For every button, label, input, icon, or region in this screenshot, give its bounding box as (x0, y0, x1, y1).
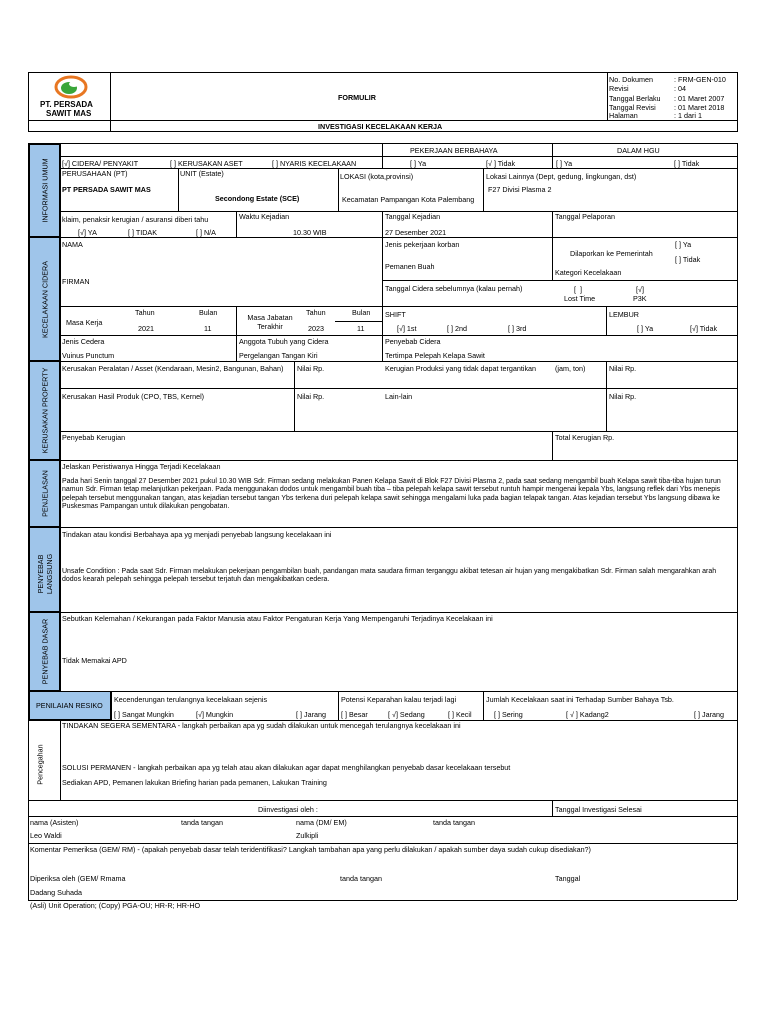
diperiksa-label: Diperiksa oleh (GEM/ Rmama (30, 874, 126, 883)
checkbox-sering[interactable]: [ ] Sering (494, 710, 523, 719)
kerusakan-hasil-label: Kerusakan Hasil Produk (CPO, TBS, Kernel) (62, 392, 205, 401)
kecenderungan-label: Kecenderungan terulangnya kecelakaan sejenis (114, 695, 268, 704)
nilai-rp-2: Nilai Rp. (609, 364, 637, 373)
penyebab-cidera-value: Tertimpa Pelepah Kelapa Sawit (385, 351, 485, 360)
checkbox-nyaris[interactable]: [ ] NYARIS KECELAKAAN (272, 159, 357, 168)
dm-value: Zulkipli (296, 831, 319, 840)
tgl-kejadian-value: 27 Desember 2021 (385, 228, 447, 237)
section-pencegahan-label: Pencegahan (35, 744, 45, 785)
penyebab-dasar-label: Sebutkan Kelemahan / Kekurangan pada Faktor Manusia atau Faktor Pengaturan Kerja Yang Mempengaruhi Terjadinya Kecelakaan ini (62, 614, 493, 623)
klaim-label: klaim, penaksir kerugian / asuransi diberi tahu (62, 215, 209, 224)
mj-tahun-header: Tahun (306, 308, 326, 317)
checkbox-pb-ya[interactable]: [ ] Ya (410, 159, 427, 168)
checkbox-shift-1[interactable]: [√] 1st (397, 324, 417, 333)
mj-bulan-header: Bulan (352, 308, 371, 317)
masa-jabatan-label: Masa Jabatan Terakhir (247, 313, 293, 331)
lembur-label: LEMBUR (609, 310, 639, 319)
company-logo (54, 75, 88, 99)
nama-value: FIRMAN (62, 277, 90, 286)
mk-tahun-header: Tahun (135, 308, 155, 317)
company-name-line2: SAWIT MAS (46, 109, 92, 118)
checkbox-shift-2[interactable]: [ ] 2nd (447, 324, 467, 333)
anggota-value: Pergelangan Tangan Kiri (239, 351, 318, 360)
section-penyebab-dasar-label: PENYEBAB DASAR (40, 618, 50, 685)
penjelasan-text: Pada hari Senin tanggal 27 Desember 2021 pukul 10.30 WIB Sdr. Firman sedang melakukan Panen Kelapa Sawit di Blok F27 Divisi Plasma 2, pada saat sedang mengambil buah Kelapa sawit tiba-tiba hujan turun namun Sdr. Firman tetap melanjutkan pekerjaan. Pada menggunakan dodos untuk mengambil buah tiba – tiba pelepah kelapa sawit tersebut runtuh hampir mengenai kepala Ybs, langsung reflek dari Ybs menepis pelepah tersebut menggunakan tangan, atas kejadian tersebut tangan Ybs terkena duri pelepah kelapa sawit sehingga mengalami luka pada bagian telapak tangan. Atas kejadian tersebut Ybs langsung dibawa ke Puskesmas Pampangan untuk dilakukan pengobatan. (62, 478, 721, 511)
checkbox-kadang[interactable]: [ √ ] Kadang2 (566, 710, 609, 719)
checkbox-mungkin[interactable]: [√] Mungkin (196, 710, 234, 719)
tanda-tangan-2: tanda tangan (433, 818, 475, 827)
mj-tahun-value: 2023 (308, 324, 324, 333)
checkbox-j-jarang[interactable]: [ ] Jarang (694, 710, 724, 719)
tgl-pelaporan-label: Tanggal Pelaporan (555, 212, 615, 221)
lokasi-value: Kecamatan Pampangan Kota Palembang (342, 195, 475, 204)
checkbox-hgu-tidak[interactable]: [ ] Tidak (674, 159, 700, 168)
checkbox-kerusakan-aset[interactable]: [ ] KERUSAKAN ASET (170, 159, 243, 168)
checkbox-besar[interactable]: [ ] Besar (341, 710, 368, 719)
lokasi-lain-value: F27 Divisi Plasma 2 (488, 185, 552, 194)
jumlah-label: Jumlah Kecelakaan saat ini Terhadap Sumber Bahaya Tsb. (486, 695, 674, 704)
checkbox-k-jarang[interactable]: [ ] Jarang (296, 710, 326, 719)
diperiksa-value: Dadang Suhada (30, 888, 82, 897)
checkbox-shift-3[interactable]: [ ] 3rd (508, 324, 527, 333)
checkbox-hgu-ya[interactable]: [ ] Ya (556, 159, 573, 168)
potensi-label: Potensi Keparahan kalau terjadi lagi (341, 695, 457, 704)
perusahaan-label: PERUSAHAAN (PT) (62, 169, 128, 178)
penyebab-kerugian-label: Penyebab Kerugian (62, 433, 126, 442)
section-penilaian-resiko-label: PENILAIAN RESIKO (36, 701, 103, 710)
form-title: INVESTIGASI KECELAKAAN KERJA (318, 122, 443, 131)
mj-bulan-value: 11 (357, 324, 365, 333)
section-kerusakan-property-label: KERUSAKAN PROPERTY (40, 367, 50, 454)
nama-dm-label: nama (DM/ EM) (296, 818, 347, 827)
lost-time-label: Lost Time (564, 294, 596, 303)
penjelasan-label: Jelaskan Peristiwanya Hingga Terjadi Kecelakaan (62, 462, 221, 471)
nama-label: NAMA (62, 240, 83, 249)
jam-ton-label: (jam, ton) (555, 364, 586, 373)
unit-value: Secondong Estate (SCE) (215, 194, 300, 203)
dalam-hgu-header: DALAM HGU (617, 146, 660, 155)
lokasi-lain-label: Lokasi Lainnya (Dept, gedung, lingkungan, dst) (486, 172, 637, 181)
checkbox-dil-ya[interactable]: [ ] Ya (675, 240, 692, 249)
checkbox-sedang[interactable]: [ √] Sedang (388, 710, 425, 719)
checkbox-cidera[interactable]: [√] CIDERA/ PENYAKIT (62, 159, 139, 168)
penyebab-langsung-label: Tindakan atau kondisi Berbahaya apa yg menjadi penyebab langsung kecelakaan ini (62, 530, 332, 539)
section-penjelasan-label: PENJELASAN (40, 470, 50, 517)
waktu-value: 10.30 WIB (293, 228, 327, 237)
checkbox-lost-time-mark[interactable]: [ ] (574, 285, 582, 294)
pekerjaan-berbahaya-header: PEKERJAAN BERBAHAYA (410, 146, 498, 155)
checkbox-klaim-ya[interactable]: [√] YA (78, 228, 97, 237)
nilai-rp-3: Nilai Rp. (297, 392, 325, 401)
lain-lain-label: Lain-lain (385, 392, 413, 401)
company-name-line1: PT. PERSADA (40, 100, 93, 109)
nilai-rp-4: Nilai Rp. (609, 392, 637, 401)
p3k-label: P3K (633, 294, 647, 303)
checkbox-lembur-ya[interactable]: [ ] Ya (637, 324, 654, 333)
tgl-sebelumnya-label: Tanggal Cidera sebelumnya (kalau pernah) (385, 284, 523, 293)
tanda-tangan-1: tanda tangan (181, 818, 223, 827)
checkbox-klaim-tidak[interactable]: [ ] TIDAK (128, 228, 158, 237)
nilai-rp-1: Nilai Rp. (297, 364, 325, 373)
lokasi-label: LOKASI (kota,provinsi) (340, 172, 414, 181)
waktu-label: Waktu Kejadian (239, 212, 290, 221)
shift-label: SHIFT (385, 310, 406, 319)
masa-kerja-label: Masa Kerja (66, 318, 103, 327)
kerugian-produksi-label: Kerugian Produksi yang tidak dapat tergantikan (385, 364, 537, 373)
tgl-kejadian-label: Tanggal Kejadian (385, 212, 441, 221)
unit-label: UNIT (Estate) (180, 169, 224, 178)
tanda-tangan-3: tanda tangan (340, 874, 382, 883)
mk-tahun-value: 2021 (138, 324, 154, 333)
checkbox-kategori[interactable]: [√] (636, 285, 644, 294)
checkbox-klaim-na[interactable]: [ ] N/A (196, 228, 216, 237)
tanggal-label: Tanggal (555, 874, 581, 883)
mk-bulan-value: 11 (204, 324, 212, 333)
tgl-investigasi-label: Tanggal Investigasi Selesai (555, 805, 642, 814)
checkbox-sangat-mungkin[interactable]: [ ] Sangat Mungkin (114, 710, 174, 719)
kategori-label: Kategori Kecelakaan (555, 268, 622, 277)
jenis-cidera-value: Vuinus Punctum (62, 351, 115, 360)
diinvestigasi-label: Diinvestigasi oleh : (258, 805, 318, 814)
jenis-pekerjaan-label: Jenis pekerjaan korban (385, 240, 460, 249)
anggota-label: Anggota Tubuh yang Cidera (239, 337, 329, 346)
checkbox-lembur-tidak[interactable]: [√] Tidak (690, 324, 718, 333)
solusi-permanen-text: Sediakan APD, Pemanen lakukan Briefing harian pada pemanen, Lakukan Training (62, 778, 327, 787)
mk-bulan-header: Bulan (199, 308, 218, 317)
asisten-value: Leo Waldi (30, 831, 62, 840)
total-kerugian-label: Total Kerugian Rp. (555, 433, 615, 442)
komentar-label: Komentar Pemeriksa (GEM/ RM) - (apakah penyebab dasar telah teridentifikasi? Langkah tambahan apa yang perlu dilakukan / apakah sumber daya sudah cukup disediakan?) (30, 845, 591, 854)
section-kecelakaan-cidera-label: KECELAKAAN CIDERA (40, 260, 50, 339)
distribution-note: (Asli) Unit Operation; (Copy) PGA-OU; HR-R; HR-HO (30, 901, 201, 910)
perusahaan-value: PT PERSADA SAWIT MAS (62, 185, 151, 194)
dilaporkan-label: Dilaporkan ke Pemerintah (570, 249, 653, 258)
checkbox-kecil[interactable]: [ ] Kecil (448, 710, 472, 719)
penyebab-dasar-text: Tidak Memakai APD (62, 656, 127, 665)
form-type: FORMULIR (338, 93, 376, 102)
solusi-permanen-label: SOLUSI PERMANEN - langkah perbaikan apa yg telah atau akan dilakukan agar dapat menghilangkan penyebab dasar kecelakaan tersebut (62, 763, 511, 772)
penyebab-langsung-text: Unsafe Condition : Pada saat Sdr. Firman melakukan pekerjaan pengambilan buah, pandangan mata saudara firman terganggu akibat tetesan air hujan yang mengakibatkan Sdr. Firman salah mengarahkan arah dodos kearah pelepah sehingga pelepah tersebut terjatuh dan mengakibatkan cedera. (62, 568, 717, 584)
checkbox-pb-tidak[interactable]: [√ ] Tidak (486, 159, 516, 168)
nama-asisten-label: nama (Asisten) (30, 818, 79, 827)
jenis-pekerjaan-value: Pemanen Buah (385, 262, 435, 271)
penyebab-cidera-label: Penyebab Cidera (385, 337, 441, 346)
jenis-cidera-label: Jenis Cedera (62, 337, 105, 346)
kerusakan-peralatan-label: Kerusakan Peralatan / Asset (Kendaraan, Mesin2, Bangunan, Bahan) (62, 364, 284, 373)
section-penyebab-langsung-label: PENYEBAB LANGSUNG (36, 553, 54, 595)
checkbox-dil-tidak[interactable]: [ ] Tidak (675, 255, 701, 264)
section-informasi-umum-label: INFORMASI UMUM (40, 158, 50, 223)
tindakan-segera-label: TINDAKAN SEGERA SEMENTARA - langkah perbaikan apa yg sudah dilakukan untuk mencegah terulangnya kecelakaan ini (62, 721, 461, 730)
